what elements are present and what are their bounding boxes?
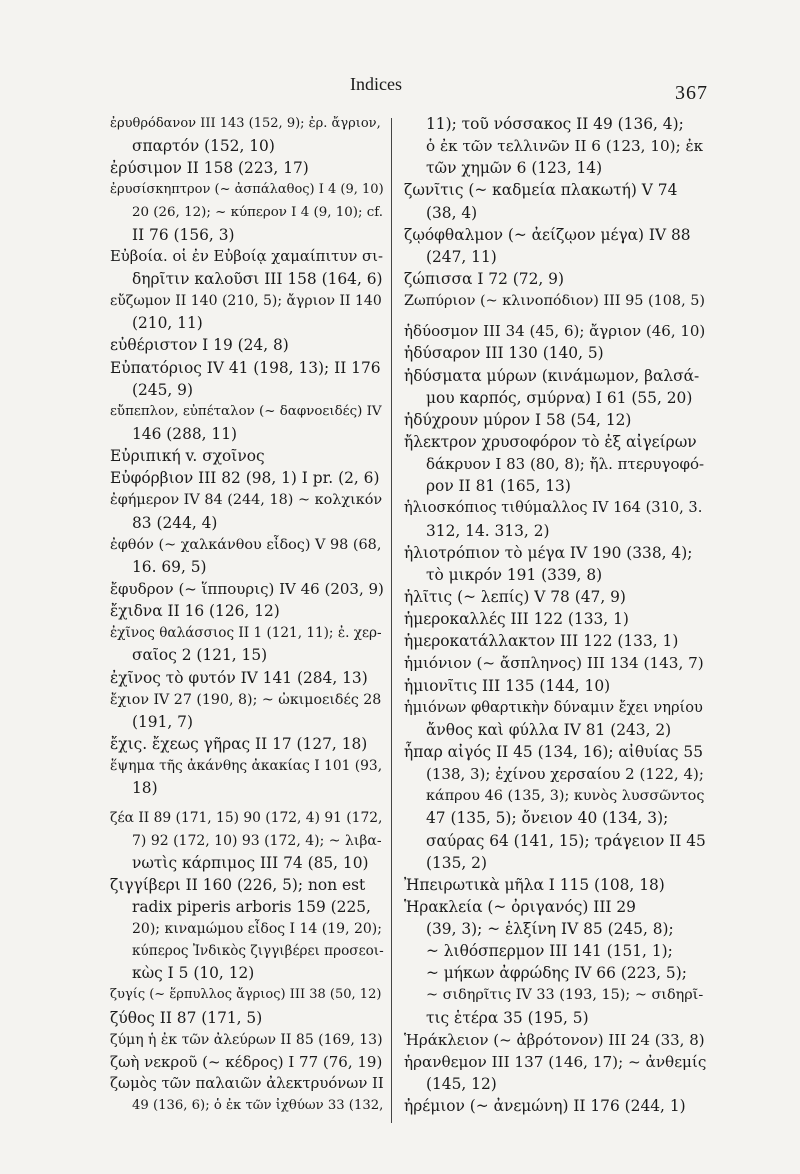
index-line: II 76 (156, 3) [132, 225, 235, 244]
index-line: (138, 3); ἐχίνου χερσαίου 2 (122, 4); [426, 765, 704, 784]
index-line: 18) [132, 779, 158, 798]
index-line: εὔζωμον II 140 (210, 5); ἄγριον II 140 [110, 293, 382, 310]
index-line: ζέα II 89 (171, 15) 90 (172, 4) 91 (172, [110, 810, 383, 827]
index-line: ἡδύσματα μύρων (κινάμωμον, βαλσά- [404, 366, 700, 385]
index-line: 20); κιναμώμου εἶδος I 14 (19, 20); [132, 921, 382, 938]
index-line: 47 (135, 5); ὄνειον 40 (134, 3); [426, 809, 669, 828]
index-line: ἡλιοτρόπιον τὸ μέγα IV 190 (338, 4); [404, 543, 693, 562]
index-line: Εὐβοία. οἱ ἐν Εὐβοίᾳ χαμαίπιτυν σι- [110, 247, 383, 265]
index-line: δάκρυον I 83 (80, 8); ἤλ. πτερυγοφό- [426, 455, 705, 474]
index-line: ἡδύχρουν μύρον I 58 (54, 12) [404, 410, 632, 429]
index-line: ζυγίς (~ ἕρπυλλος ἄγριος) III 38 (50, 12) [110, 987, 382, 1003]
index-line: ζύθος II 87 (171, 5) [110, 1008, 263, 1027]
index-column-left [110, 113, 384, 1117]
index-line: Ἠπειρωτικὰ μῆλα I 115 (108, 18) [404, 875, 665, 894]
index-line: Ἡρακλεία (~ ὀριγανός) III 29 [404, 897, 636, 916]
index-line: τις ἑτέρα 35 (195, 5) [426, 1008, 589, 1027]
index-line: κάπρου 46 (135, 3); κυνὸς λυσσῶντος [426, 788, 705, 805]
index-line: ἐρυθρόδανον III 143 (152, 9); ἐρ. ἄγριον, [110, 116, 381, 131]
index-line: (247, 11) [426, 247, 497, 266]
index-line: 7) 92 (172, 10) 93 (172, 4); ~ λιβα- [132, 832, 382, 849]
index-line: ἐφθόν (~ χαλκάνθου εἶδος) V 98 (68, [110, 536, 382, 553]
index-line: ρον II 81 (165, 13) [426, 477, 571, 496]
index-line: 11); τοῦ νόσσακος II 49 (136, 4); [426, 115, 684, 133]
index-line: (135, 2) [426, 853, 487, 872]
index-line: ἔφυδρον (~ ἵππουρις) IV 46 (203, 9) [110, 579, 384, 598]
index-line: ἐχῖνος θαλάσσιος II 1 (121, 11); ἐ. χερ- [110, 625, 382, 642]
index-line: τὸ μικρόν 191 (339, 8) [426, 565, 603, 584]
index-line: ἡδύσαρον III 130 (140, 5) [404, 344, 604, 363]
index-line: Εὐπατόριος IV 41 (198, 13); II 176 [110, 358, 381, 377]
index-line: ἡλῖτις (~ λεπίς) V 78 (47, 9) [404, 587, 626, 606]
index-line: Εὐφόρβιον III 82 (98, 1) I pr. (2, 6) [110, 469, 380, 488]
index-line: (210, 11) [132, 314, 203, 333]
index-line: ἤλεκτρον χρυσοφόρον τὸ ἐξ αἰγείρων [404, 432, 697, 451]
index-line: σαύρας 64 (141, 15); τράγειον II 45 [426, 831, 706, 850]
index-line: εὐθέριστον I 19 (24, 8) [110, 336, 289, 355]
index-line: ἐρυσίσκηπτρον (~ ἀσπάλαθος) I 4 (9, 10) [110, 182, 384, 198]
index-line: ~ μήκων ἀφρώδης IV 66 (223, 5); [426, 964, 687, 983]
index-line: Ζωπύριον (~ κλινοπόδιον) III 95 (108, 5) [404, 293, 705, 310]
index-line: Ἡράκλειον (~ ἀβρότονον) III 24 (33, 8) [404, 1030, 705, 1049]
index-line: ζῳόφθαλμον (~ ἀείζῳον μέγα) IV 88 [404, 225, 691, 244]
page-number: 367 [675, 82, 708, 104]
index-line: ἔχιδνα II 16 (126, 12) [110, 602, 280, 621]
running-head: Indices [350, 74, 402, 94]
index-line: ἧπαρ αἰγός II 45 (134, 16); αἰθυίας 55 [404, 742, 704, 761]
index-line: νωτὶς κάρπιμος III 74 (85, 10) [132, 853, 369, 872]
index-line: εὔπεπλον, εὐπέταλον (~ δαφνοειδές) IV [110, 403, 382, 419]
index-line: radix piperis arboris 159 (225, [132, 897, 371, 916]
index-line: ~ σιδηρῖτις IV 33 (193, 15); ~ σιδηρῖ- [426, 987, 704, 1004]
index-line: ἡμιονῖτις III 135 (144, 10) [404, 676, 611, 695]
index-line: 49 (136, 6); ὁ ἐκ τῶν ἰχθύων 33 (132, [132, 1098, 384, 1114]
index-line: ὁ ἐκ τῶν τελλινῶν II 6 (123, 10); ἐκ [426, 137, 704, 156]
index-line: ἔχις. ἔχεως γῆρας II 17 (127, 18) [110, 734, 368, 753]
index-line: ἡρανθεμον III 137 (146, 17); ~ ἀνθεμίς [404, 1052, 707, 1071]
index-line: ζωνῖτις (~ καδμεία πλακωτή) V 74 [404, 181, 678, 200]
index-line: ἡμεροκαλλές III 122 (133, 1) [404, 610, 629, 629]
index-line: (38, 4) [426, 203, 478, 222]
index-line: 16. 69, 5) [132, 557, 207, 576]
index-line: ἡμιόνων φθαρτικὴν δύναμιν ἔχει νηρίου [404, 698, 703, 716]
index-column-right [404, 113, 706, 1117]
index-line: (145, 12) [426, 1075, 497, 1094]
index-line: ἐχῖνος τὸ φυτόν IV 141 (284, 13) [110, 668, 368, 687]
index-line: κύπερος Ἰνδικὸς ζιγγιβέρει προσεοι- [132, 943, 384, 960]
index-line: ἡλιοσκόπιος τιθύμαλλος IV 164 (310, 3. [404, 499, 703, 517]
index-line: ἠρέμιον (~ ἀνεμώνη) II 176 (244, 1) [404, 1097, 686, 1116]
index-line: ζωμὸς τῶν παλαιῶν ἀλεκτρυόνων II [110, 1075, 384, 1093]
index-line: τῶν χημῶν 6 (123, 14) [426, 159, 603, 178]
index-line: 20 (26, 12); ~ κύπερον I 4 (9, 10); cf. [132, 204, 384, 220]
index-line: σπαρτόν (152, 10) [132, 137, 275, 156]
index-line: ἡμιόνιον (~ ἄσπληνος) III 134 (143, 7) [404, 654, 704, 673]
column-divider [391, 118, 392, 1123]
index-line: 83 (244, 4) [132, 513, 218, 532]
index-line: ἕψημα τῆς ἀκάνθης ἀκακίας I 101 (93, [110, 758, 383, 775]
index-line: ~ λιθόσπερμον III 141 (151, 1); [426, 942, 673, 961]
index-line: ἔχιον IV 27 (190, 8); ~ ὠκιμοειδές 28 [110, 691, 382, 708]
index-line: δηρῖτιν καλοῦσι III 158 (164, 6) [132, 269, 383, 288]
index-line: ἄνθος καὶ φύλλα IV 81 (243, 2) [426, 720, 672, 739]
index-line: (245, 9) [132, 380, 193, 399]
index-line: ἐφήμερον IV 84 (244, 18) ~ κολχικόν [110, 492, 383, 509]
index-line: ἡμεροκατάλλακτον III 122 (133, 1) [404, 632, 679, 651]
index-line: ἡδύοσμον III 34 (45, 6); ἄγριον (46, 10) [404, 322, 706, 341]
index-line: 146 (288, 11) [132, 424, 238, 443]
index-line: ζιγγίβερι II 160 (226, 5); non est [110, 875, 366, 894]
index-line: ἐρύσιμον II 158 (223, 17) [110, 159, 309, 178]
index-line: (39, 3); ~ ἑλξίνη IV 85 (245, 8); [426, 920, 674, 939]
index-line: κὼς I 5 (10, 12) [132, 964, 255, 983]
page-header [0, 74, 800, 104]
index-line: (191, 7) [132, 712, 193, 731]
index-line: Εὐριπική v. σχοῖνος [110, 447, 265, 466]
index-line: σαῖος 2 (121, 15) [132, 646, 268, 665]
index-line: μου καρπός, σμύρνα) I 61 (55, 20) [426, 388, 693, 407]
index-line: 312, 14. 313, 2) [426, 521, 550, 540]
index-line: ζώπισσα I 72 (72, 9) [404, 269, 564, 288]
index-line: ζωὴ νεκροῦ (~ κέδρος) I 77 (76, 19) [110, 1052, 383, 1071]
index-line: ζύμη ἡ ἐκ τῶν ἀλεύρων II 85 (169, 13) [110, 1031, 383, 1048]
